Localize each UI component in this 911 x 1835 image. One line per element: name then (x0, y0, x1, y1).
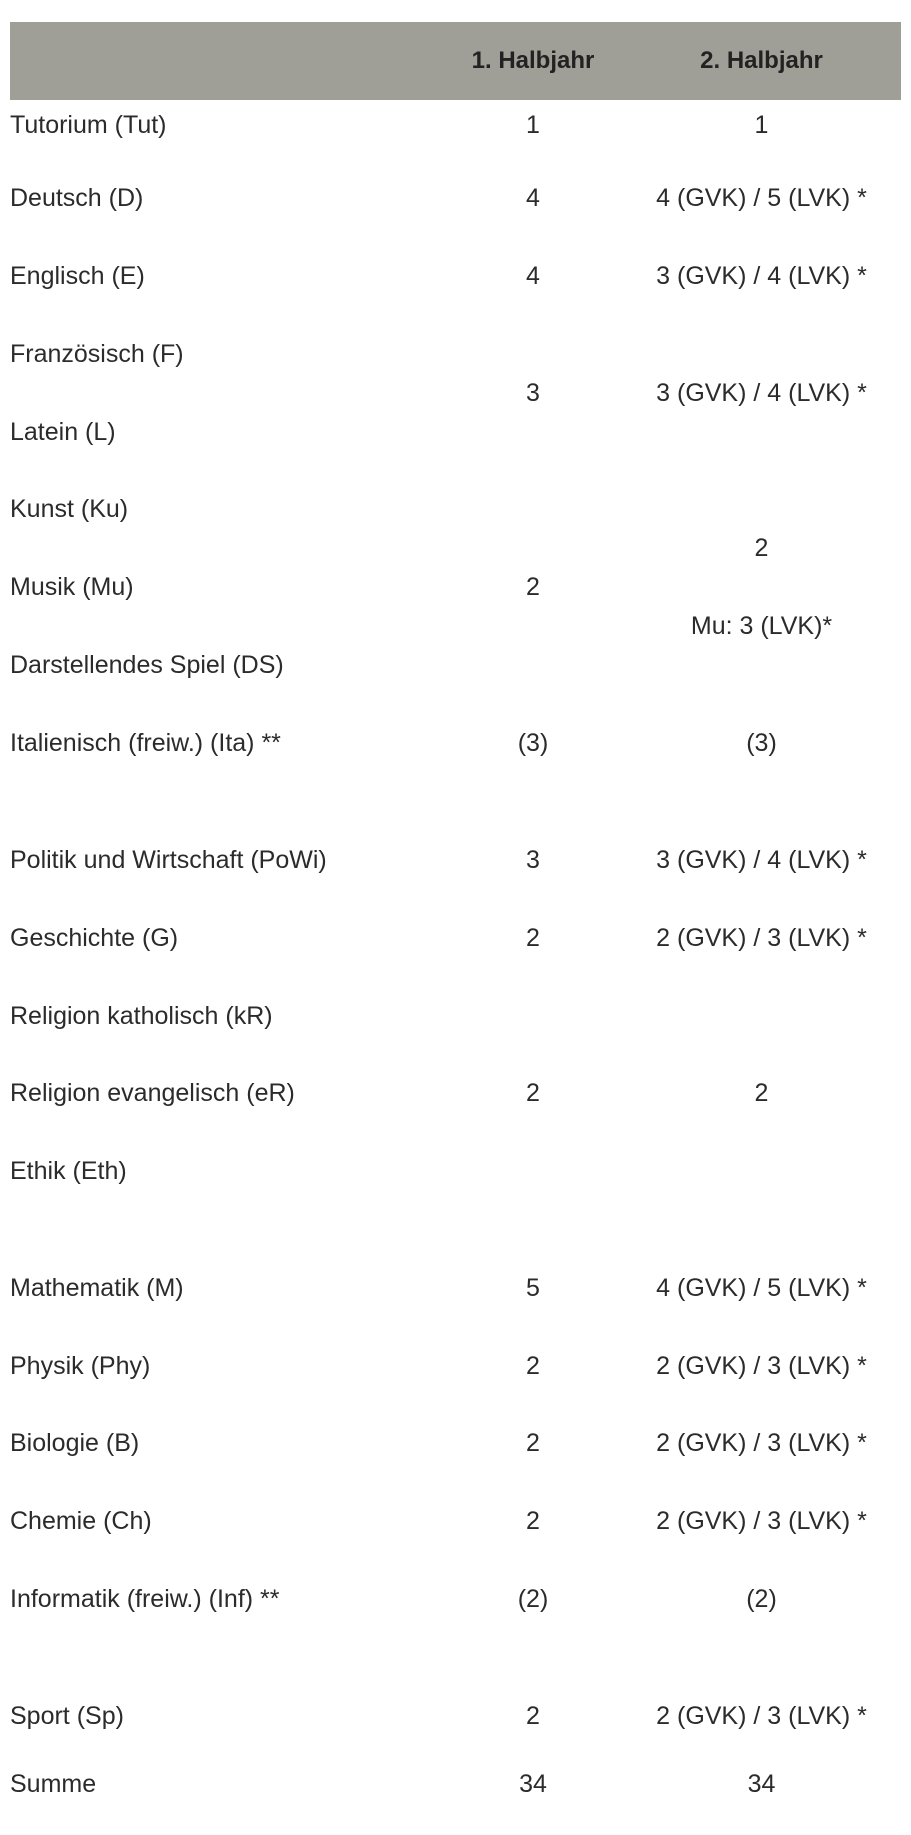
subject-label: Latein (L) (10, 418, 116, 446)
subject-label: Französisch (F) (10, 340, 184, 368)
first-half-value: 3 (526, 846, 540, 874)
subject-label: Tutorium (Tut) (10, 111, 167, 139)
subject-label: Kunst (Ku) (10, 495, 129, 523)
first-half-value: 2 (526, 573, 540, 601)
first-half-value: 2 (526, 1507, 540, 1535)
header-first-half: 1. Halbjahr (471, 47, 595, 74)
subject-label: Summe (10, 1770, 97, 1798)
second-half-value: 2 (GVK) / 3 (LVK) * (656, 1507, 867, 1535)
subject-label: Physik (Phy) (10, 1352, 151, 1380)
first-half-value: 4 (526, 184, 540, 212)
curriculum-table (10, 22, 901, 100)
second-half-value: 4 (GVK) / 5 (LVK) * (656, 184, 867, 212)
subject-label: Informatik (freiw.) (Inf) ** (10, 1585, 280, 1613)
subject-label: Biologie (B) (10, 1429, 140, 1457)
subject-label: Italienisch (freiw.) (Ita) ** (10, 729, 281, 757)
header-second-half: 2. Halbjahr (700, 47, 823, 74)
first-half-value: 5 (526, 1274, 540, 1302)
second-half-value: (2) (746, 1585, 777, 1613)
second-half-value: 3 (GVK) / 4 (LVK) * (656, 379, 867, 407)
subject-label: Religion katholisch (kR) (10, 1002, 273, 1030)
first-half-value: (2) (517, 1585, 549, 1613)
subject-label: Politik und Wirtschaft (PoWi) (10, 846, 327, 874)
first-half-value: (3) (517, 729, 549, 757)
table-header (10, 22, 901, 100)
second-half-value: 1 (754, 111, 769, 139)
second-half-value: (3) (746, 729, 777, 757)
subject-label: Sport (Sp) (10, 1702, 124, 1730)
subject-label: Darstellendes Spiel (DS) (10, 651, 284, 679)
first-half-value: 1 (526, 111, 540, 139)
first-half-value: 4 (526, 262, 540, 290)
subject-label: Musik (Mu) (10, 573, 134, 601)
second-half-value: 4 (GVK) / 5 (LVK) * (656, 1274, 867, 1302)
first-half-value: 2 (526, 1702, 540, 1730)
first-half-value: 2 (526, 1429, 540, 1457)
second-half-value: 2 (GVK) / 3 (LVK) * (656, 924, 867, 952)
subject-label: Englisch (E) (10, 262, 145, 290)
subject-label: Religion evangelisch (eR) (10, 1079, 295, 1107)
first-half-value: 2 (526, 1352, 540, 1380)
subject-label: Chemie (Ch) (10, 1507, 152, 1535)
subject-label: Ethik (Eth) (10, 1157, 127, 1185)
second-half-value: 2 (GVK) / 3 (LVK) * (656, 1429, 867, 1457)
second-half-value: 2 (GVK) / 3 (LVK) * (656, 1702, 867, 1730)
second-half-value: 3 (GVK) / 4 (LVK) * (656, 262, 867, 290)
first-half-value: 2 (526, 1079, 540, 1107)
second-half-value: Mu: 3 (LVK)* (690, 612, 833, 640)
second-half-value: 34 (747, 1770, 776, 1798)
first-half-value: 34 (519, 1770, 547, 1798)
second-half-value: 2 (754, 534, 769, 562)
subject-label: Mathematik (M) (10, 1274, 184, 1302)
second-half-value: 2 (754, 1079, 769, 1107)
first-half-value: 3 (526, 379, 540, 407)
second-half-value: 3 (GVK) / 4 (LVK) * (656, 846, 867, 874)
subject-label: Deutsch (D) (10, 184, 144, 212)
subject-label: Geschichte (G) (10, 924, 179, 952)
second-half-value: 2 (GVK) / 3 (LVK) * (656, 1352, 867, 1380)
first-half-value: 2 (526, 924, 540, 952)
